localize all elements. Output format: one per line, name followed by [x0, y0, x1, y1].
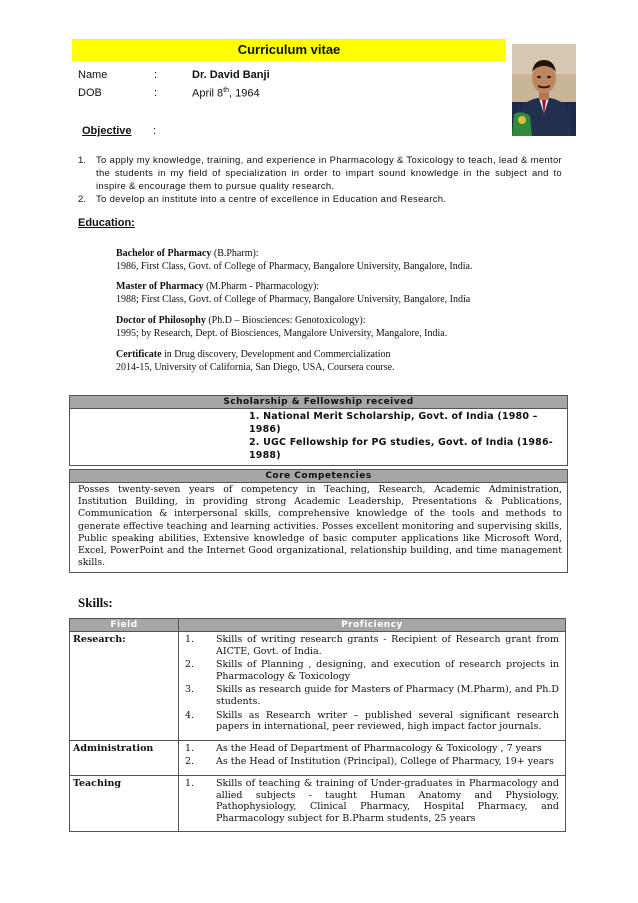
item-text: Skills as Research writer – published several significant research papers in international, peer reviewed, high impact factor journals.	[216, 709, 559, 733]
degree-detail: 2014-15, University of California, San Diego, USA, Coursera course.	[116, 362, 395, 373]
degree-name: Certificate	[116, 349, 162, 360]
list-item	[185, 659, 559, 682]
item-text: As the Head of Institution (Principal), College of Pharmacy, 19+ years	[216, 756, 554, 768]
core-competencies-heading: Core Competencies	[70, 470, 567, 483]
dob-suffix: th	[223, 87, 230, 94]
core-competencies-text: Posses twenty-seven years of competency in Teaching, Research, Academic Administration, Institution Building, in providing strong Academic Leadership, Presentations & Publications, Communication & interpersonal skills, comprehensive knowledge of the tools and methods to generate effective teaching and learning activities. Posses excellent monitoring and supervising skills, Public speaking abilities, Extensive knowledge of basic computer applications like Microsoft Word, Excel, PowerPoint and the Internet Good organizational, relationship building, and time management skills.	[78, 484, 562, 569]
education-item	[116, 280, 556, 306]
item-number: 4.	[185, 709, 195, 721]
degree-detail: 1995; by Research, Dept. of Biosciences, Mangalore University, Mangalore, India.	[116, 328, 448, 339]
item-text: Skills as research guide for Masters of Pharmacy (M.Pharm), and Ph.D students.	[216, 684, 559, 707]
degree-detail: 1986, First Class, Govt. of College of Pharmacy, Bangalore University, Bangalore, India.	[116, 261, 473, 272]
list-item	[185, 710, 559, 733]
field-cell: Teaching	[70, 775, 179, 831]
education-item	[116, 314, 556, 340]
name-colon: :	[154, 69, 158, 81]
item-number: 1.	[185, 742, 195, 754]
scholarship-item: 1. National Merit Scholarship, Govt. of India (1980 –1986)	[249, 411, 538, 435]
objective-item	[78, 154, 562, 194]
objective-text: To apply my knowledge, training, and experience in Pharmacology & Toxicology to teach, lead & mentor the students in my field of specialization in order to impart sound knowledge in the subject and to inspire & encourage them to pursue quality research.	[96, 155, 562, 192]
proficiency-cell	[179, 775, 566, 831]
degree-detail: 1988; First Class, Govt. of College of Pharmacy, Bangalore University, Bangalore, India	[116, 294, 471, 305]
degree-name: Doctor of Philosophy	[116, 315, 206, 326]
degree-abbr: in Drug discovery, Development and Commercialization	[161, 349, 391, 360]
skills-header-row	[70, 619, 566, 632]
item-text: Skills of teaching & training of Under-graduates in Pharmacology and allied subjects - taught Human Anatomy and Physiology, Pathophysiology, Clinical Pharmacy, Hospital Pharmacy, and Pharmacology subject for B.Pharm students, 25 years	[216, 777, 559, 824]
education-heading: Education:	[78, 217, 135, 229]
list-item	[185, 756, 559, 768]
scholarship-box	[69, 395, 568, 466]
objective-number: 2.	[78, 194, 86, 205]
skills-heading: Skills:	[78, 595, 113, 610]
dob-day: April 8	[192, 87, 224, 100]
degree-name: Bachelor of Pharmacy	[116, 248, 212, 259]
proficiency-column-header: Proficiency	[179, 619, 566, 632]
list-item	[185, 634, 559, 657]
item-number: 1.	[185, 777, 195, 789]
list-item	[185, 743, 559, 755]
scholarship-heading: Scholarship & Fellowship received	[70, 396, 567, 409]
education-item	[116, 348, 556, 374]
proficiency-cell	[179, 632, 566, 741]
scholarship-item: 2. UGC Fellowship for PG studies, Govt. of India (1986-1988)	[249, 437, 553, 461]
name-label: Name	[78, 69, 108, 81]
core-competencies-box	[69, 469, 568, 573]
document-title: Curriculum vitae	[72, 39, 506, 61]
objective-text: To develop an institute into a centre of excellence in Education and Research.	[96, 194, 447, 205]
degree-abbr: (B.Pharm):	[211, 248, 259, 259]
degree-name: Master of Pharmacy	[116, 281, 204, 292]
table-row	[70, 632, 566, 741]
education-item	[116, 247, 556, 273]
field-cell: Administration	[70, 740, 179, 775]
objective-heading: Objective	[82, 125, 132, 137]
field-cell: Research:	[70, 632, 179, 741]
degree-abbr: (Ph.D – Biosciences: Genotoxicology):	[205, 315, 366, 326]
skills-table	[69, 618, 566, 832]
item-number: 2.	[185, 756, 195, 768]
dob-label: DOB	[78, 87, 102, 99]
item-number: 2.	[185, 659, 195, 671]
item-text: Skills of writing research grants - Recipient of Research grant from AICTE, Govt. of India.	[216, 634, 559, 657]
item-number: 1.	[185, 634, 195, 645]
field-column-header: Field	[70, 619, 179, 632]
item-text: Skills of Planning , designing, and execution of research projects in Pharmacology & Toxicology	[216, 659, 559, 682]
degree-abbr: (M.Pharm - Pharmacology):	[203, 281, 320, 292]
dob-year: , 1964	[229, 87, 260, 100]
list-item	[185, 778, 559, 824]
objective-item	[78, 193, 562, 207]
name-value: Dr. David Banji	[192, 69, 270, 81]
item-text: As the Head of Department of Pharmacology & Toxicology , 7 years	[216, 742, 542, 754]
list-item	[185, 684, 559, 707]
objective-colon: :	[153, 125, 157, 137]
objective-number: 1.	[78, 155, 86, 166]
profile-photo	[512, 44, 576, 136]
proficiency-cell	[179, 740, 566, 775]
item-number: 3.	[185, 684, 195, 696]
dob-colon: :	[154, 87, 158, 99]
table-row	[70, 775, 566, 831]
table-row	[70, 740, 566, 775]
dob-value	[192, 87, 260, 100]
